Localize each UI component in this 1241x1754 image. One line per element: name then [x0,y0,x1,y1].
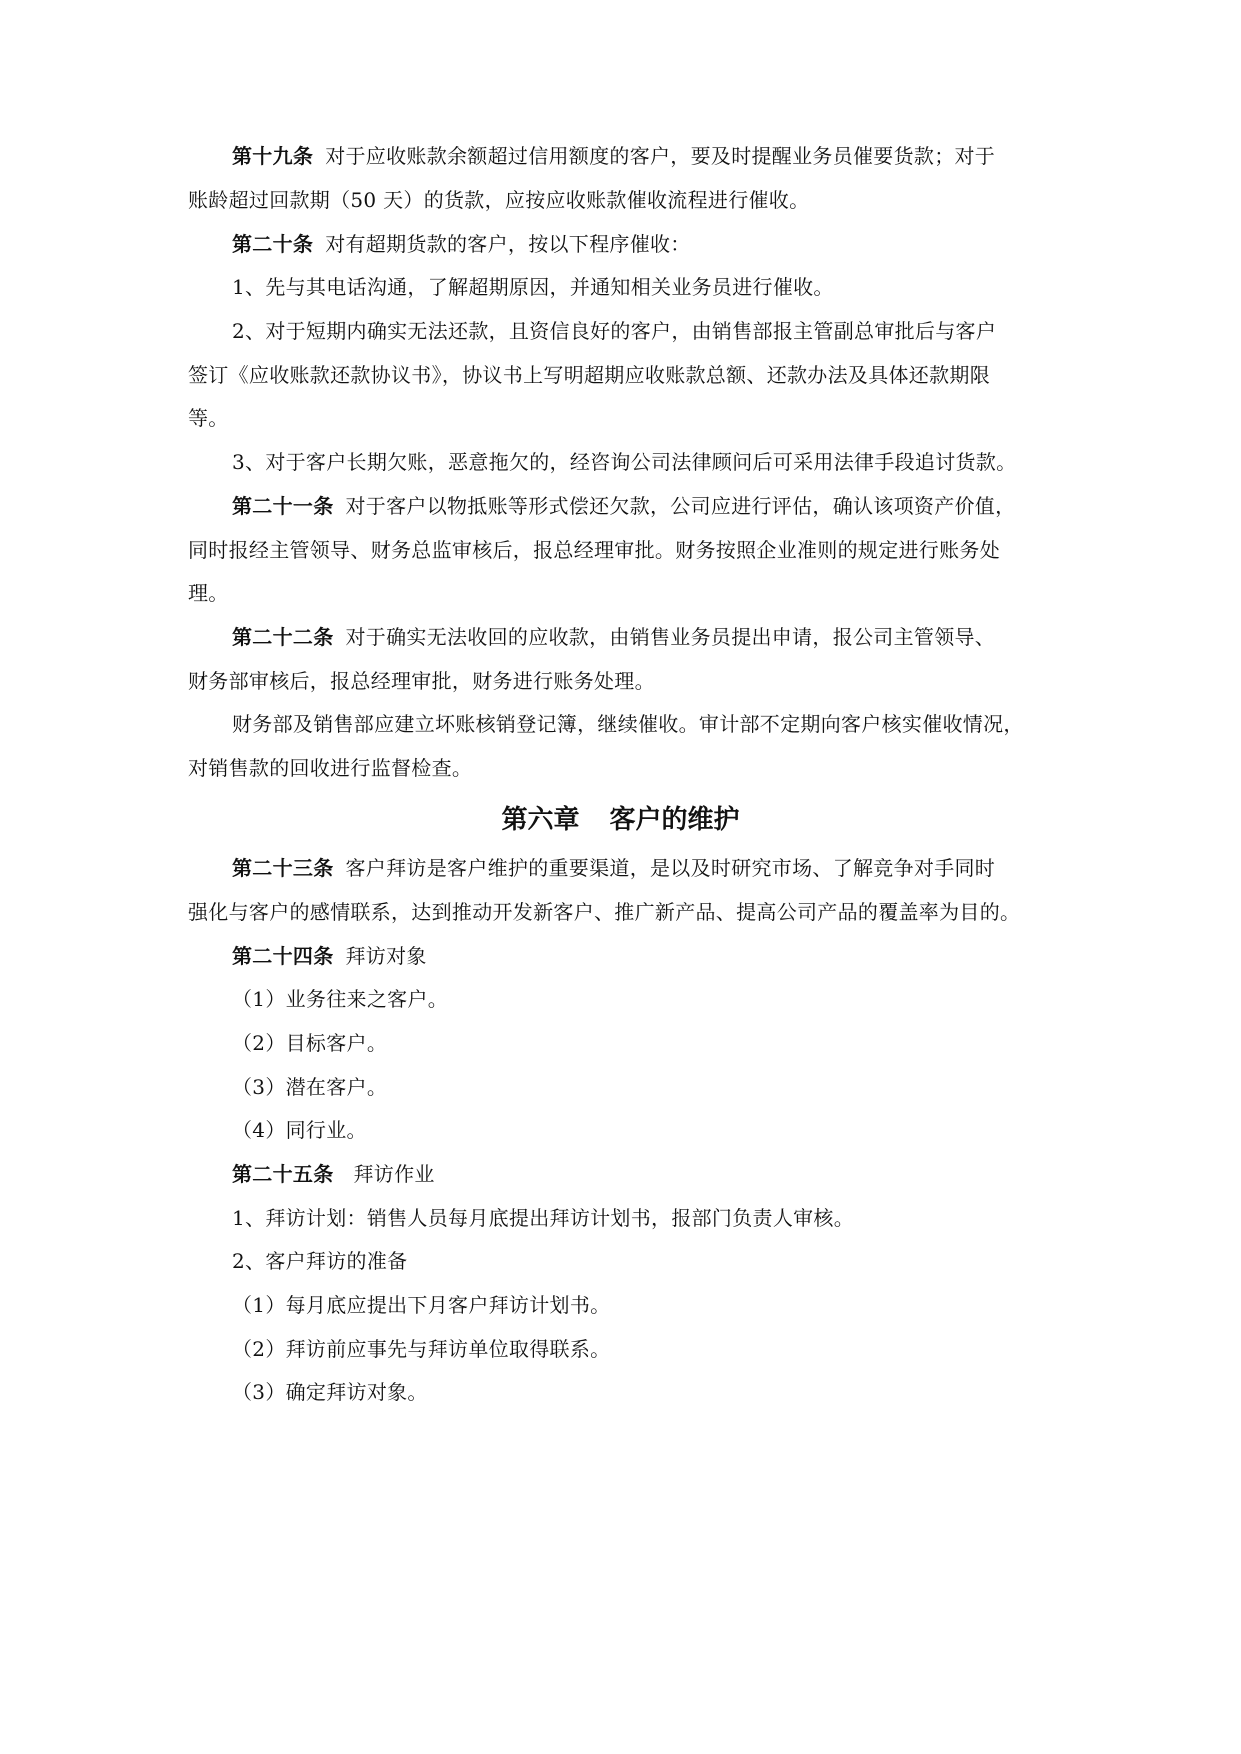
article-20-item-1: 1、先与其电话沟通，了解超期原因，并通知相关业务员进行催收。 [232,275,834,299]
article-21-line-3: 理。 [188,581,229,605]
article-22-label: 第二十二条 [232,625,334,649]
chapter-heading [0,800,1241,840]
article-23-text-1: 客户拜访是客户维护的重要渠道，是以及时研究市场、了解竞争对手同时 [345,856,996,880]
article-25-subitem: （2）拜访前应事先与拜访单位取得联系。 [232,1337,611,1361]
article-20-item-3: 3、对于客户长期欠账，恶意拖欠的，经咨询公司法律顾问后可采用法律手段追讨货款。 [232,450,1017,474]
article-25-item-1: 1、拜访计划：销售人员每月底提出拜访计划书，报部门负责人审核。 [232,1206,855,1230]
article-23-label: 第二十三条 [232,856,334,880]
article-20-label: 第二十条 [232,232,314,256]
article-19-label: 第十九条 [232,144,314,168]
article-24-label: 第二十四条 [232,944,334,968]
article-19-line-1 [232,141,995,171]
article-22-paragraph-line-1: 财务部及销售部应建立坏账核销登记簿，继续催收。审计部不定期向客户核实催收情况， [232,712,1024,736]
article-25-subitem: （1）每月底应提出下月客户拜访计划书。 [232,1293,611,1317]
article-25-subitem: （3）确定拜访对象。 [232,1380,428,1404]
article-22-line-2: 财务部审核后，报总经理审批，财务进行账务处理。 [188,669,655,693]
article-23-line-1 [232,853,995,883]
article-19-text-1: 对于应收账款余额超过信用额度的客户，要及时提醒业务员催要货款；对于 [325,144,996,168]
article-21-label: 第二十一条 [232,494,334,518]
article-21-line-1 [232,491,1015,521]
article-22-line-1 [232,622,995,652]
article-25-text: 拜访作业 [353,1162,435,1186]
article-20-text-1: 对有超期货款的客户，按以下程序催收： [325,232,691,256]
article-24-item: （4）同行业。 [232,1118,367,1142]
article-25-label: 第二十五条 [232,1162,334,1186]
article-20-item-2-line-3: 等。 [188,406,229,430]
article-22-text-1: 对于确实无法收回的应收款，由销售业务员提出申请，报公司主管领导、 [345,625,996,649]
article-20-item-2-line-1: 2、对于短期内确实无法还款，且资信良好的客户，由销售部报主管副总审批后与客户 [232,319,997,343]
article-20-item-2-line-2: 签订《应收账款还款协议书》，协议书上写明超期应收账款总额、还款办法及具体还款期限 [188,363,990,387]
article-24-item: （3）潜在客户。 [232,1075,388,1099]
article-21-line-2: 同时报经主管领导、财务总监审核后，报总经理审批。财务按照企业准则的规定进行账务处 [188,538,1000,562]
article-22-paragraph-line-2: 对销售款的回收进行监督检查。 [188,756,473,780]
article-23-line-2: 强化与客户的感情联系，达到推动开发新客户、推广新产品、提高公司产品的覆盖率为目的。 [188,900,1021,924]
article-24-line-1 [232,941,427,971]
article-24-text: 拜访对象 [345,944,427,968]
article-25-line-1 [232,1159,435,1189]
article-25-item-2: 2、客户拜访的准备 [232,1249,408,1273]
article-20-line-1 [232,229,691,259]
article-21-text-1: 对于客户以物抵账等形式偿还欠款，公司应进行评估，确认该项资产价值， [345,494,1016,518]
chapter-number: 第六章 [501,805,580,835]
chapter-title: 客户的维护 [609,805,740,835]
article-24-item: （2）目标客户。 [232,1031,388,1055]
article-24-item: （1）业务往来之客户。 [232,987,449,1011]
article-19-line-2: 账龄超过回款期（50 天）的货款，应按应收账款催收流程进行催收。 [188,188,810,212]
